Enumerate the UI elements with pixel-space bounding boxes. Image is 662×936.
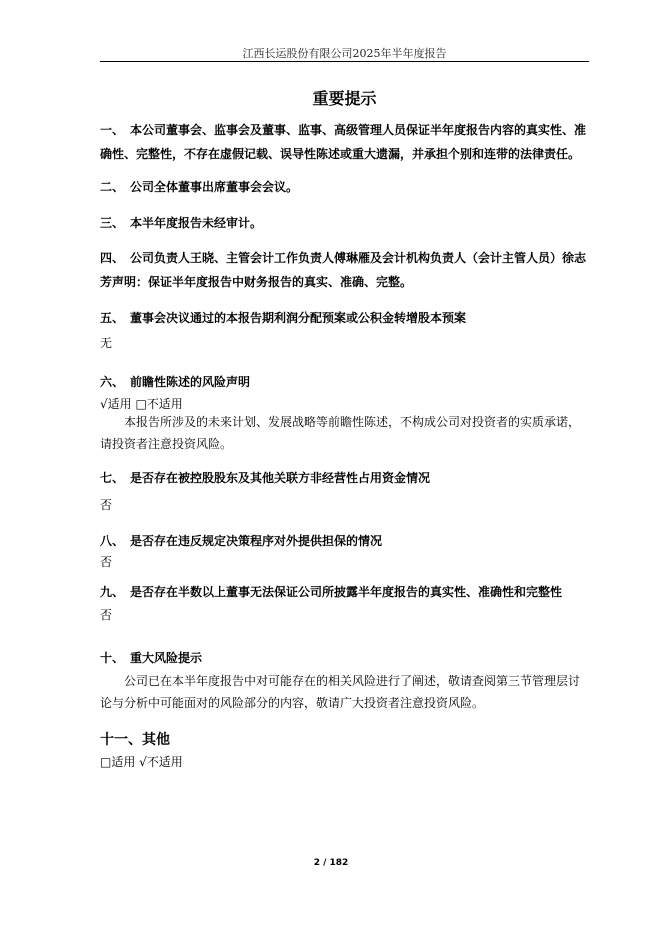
section-number: 十、 xyxy=(100,651,125,665)
section-number: 五、 xyxy=(100,311,125,325)
section-11-choice: □适用 √不适用 xyxy=(100,755,183,769)
section-text: 公司全体董事出席董事会会议。 xyxy=(130,180,299,194)
section-text: 公司负责人王晓、主管会计工作负责人傅琳雁及会计机构负责人（会计主管人员）徐志芳声明：保证半年度报告中财务报告的真实、准确、完整。 xyxy=(100,251,587,289)
section-text: 本半年度报告未经审计。 xyxy=(130,216,263,230)
section-6-body: 本报告所涉及的未来计划、发展战略等前瞻性陈述，不构成公司对投资者的实质承诺，请投资者注意投资风险。 xyxy=(100,415,581,451)
section-7-answer: 否 xyxy=(100,498,113,512)
section-1 xyxy=(100,118,589,166)
section-text: 其他 xyxy=(142,732,170,748)
section-number: 十一、 xyxy=(100,732,142,748)
section-7 xyxy=(100,466,589,490)
section-number: 三、 xyxy=(100,216,125,230)
section-text: 前瞻性陈述的风险声明 xyxy=(130,375,251,389)
section-text: 董事会决议通过的本报告期利润分配预案或公积金转增股本预案 xyxy=(130,311,467,325)
section-8-answer: 否 xyxy=(100,555,113,569)
section-10 xyxy=(100,646,589,670)
section-2 xyxy=(100,175,589,199)
section-5 xyxy=(100,306,589,330)
section-11 xyxy=(100,729,589,749)
section-6 xyxy=(100,370,589,394)
section-9-answer: 否 xyxy=(100,608,113,622)
section-3 xyxy=(100,211,589,235)
section-text: 本公司董事会、监事会及董事、监事、高级管理人员保证半年度报告内容的真实性、准确性、完整性，不存在虚假记载、误导性陈述或重大遗漏，并承担个别和连带的法律责任。 xyxy=(100,123,587,161)
section-number: 八、 xyxy=(100,534,125,548)
section-text: 是否存在违反规定决策程序对外提供担保的情况 xyxy=(130,534,383,548)
page-title: 重要提示 xyxy=(312,89,377,108)
section-text: 重大风险提示 xyxy=(130,651,203,665)
section-number: 九、 xyxy=(100,585,125,599)
running-header: 江西长运股份有限公司2025年半年度报告 xyxy=(242,47,447,60)
page-number: 2 / 182 xyxy=(313,858,349,868)
section-number: 二、 xyxy=(100,180,125,194)
section-10-body: 公司已在本半年度报告中对可能存在的相关风险进行了阐述，敬请查阅第三节管理层讨论与分析中可能面对的风险部分的内容，敬请广大投资者注意投资风险。 xyxy=(100,674,581,710)
section-9 xyxy=(100,580,589,604)
section-number: 四、 xyxy=(100,251,125,265)
section-8 xyxy=(100,529,589,553)
section-5-answer: 无 xyxy=(100,336,113,350)
section-6-choice: √适用 □不适用 xyxy=(100,397,183,411)
section-4 xyxy=(100,246,589,294)
section-text: 是否存在半数以上董事无法保证公司所披露半年度报告的真实性、准确性和完整性 xyxy=(130,585,563,599)
header-rule xyxy=(100,61,589,62)
section-number: 六、 xyxy=(100,375,125,389)
section-number: 一、 xyxy=(100,123,125,137)
section-number: 七、 xyxy=(100,471,125,485)
section-text: 是否存在被控股股东及其他关联方非经营性占用资金情况 xyxy=(130,471,431,485)
